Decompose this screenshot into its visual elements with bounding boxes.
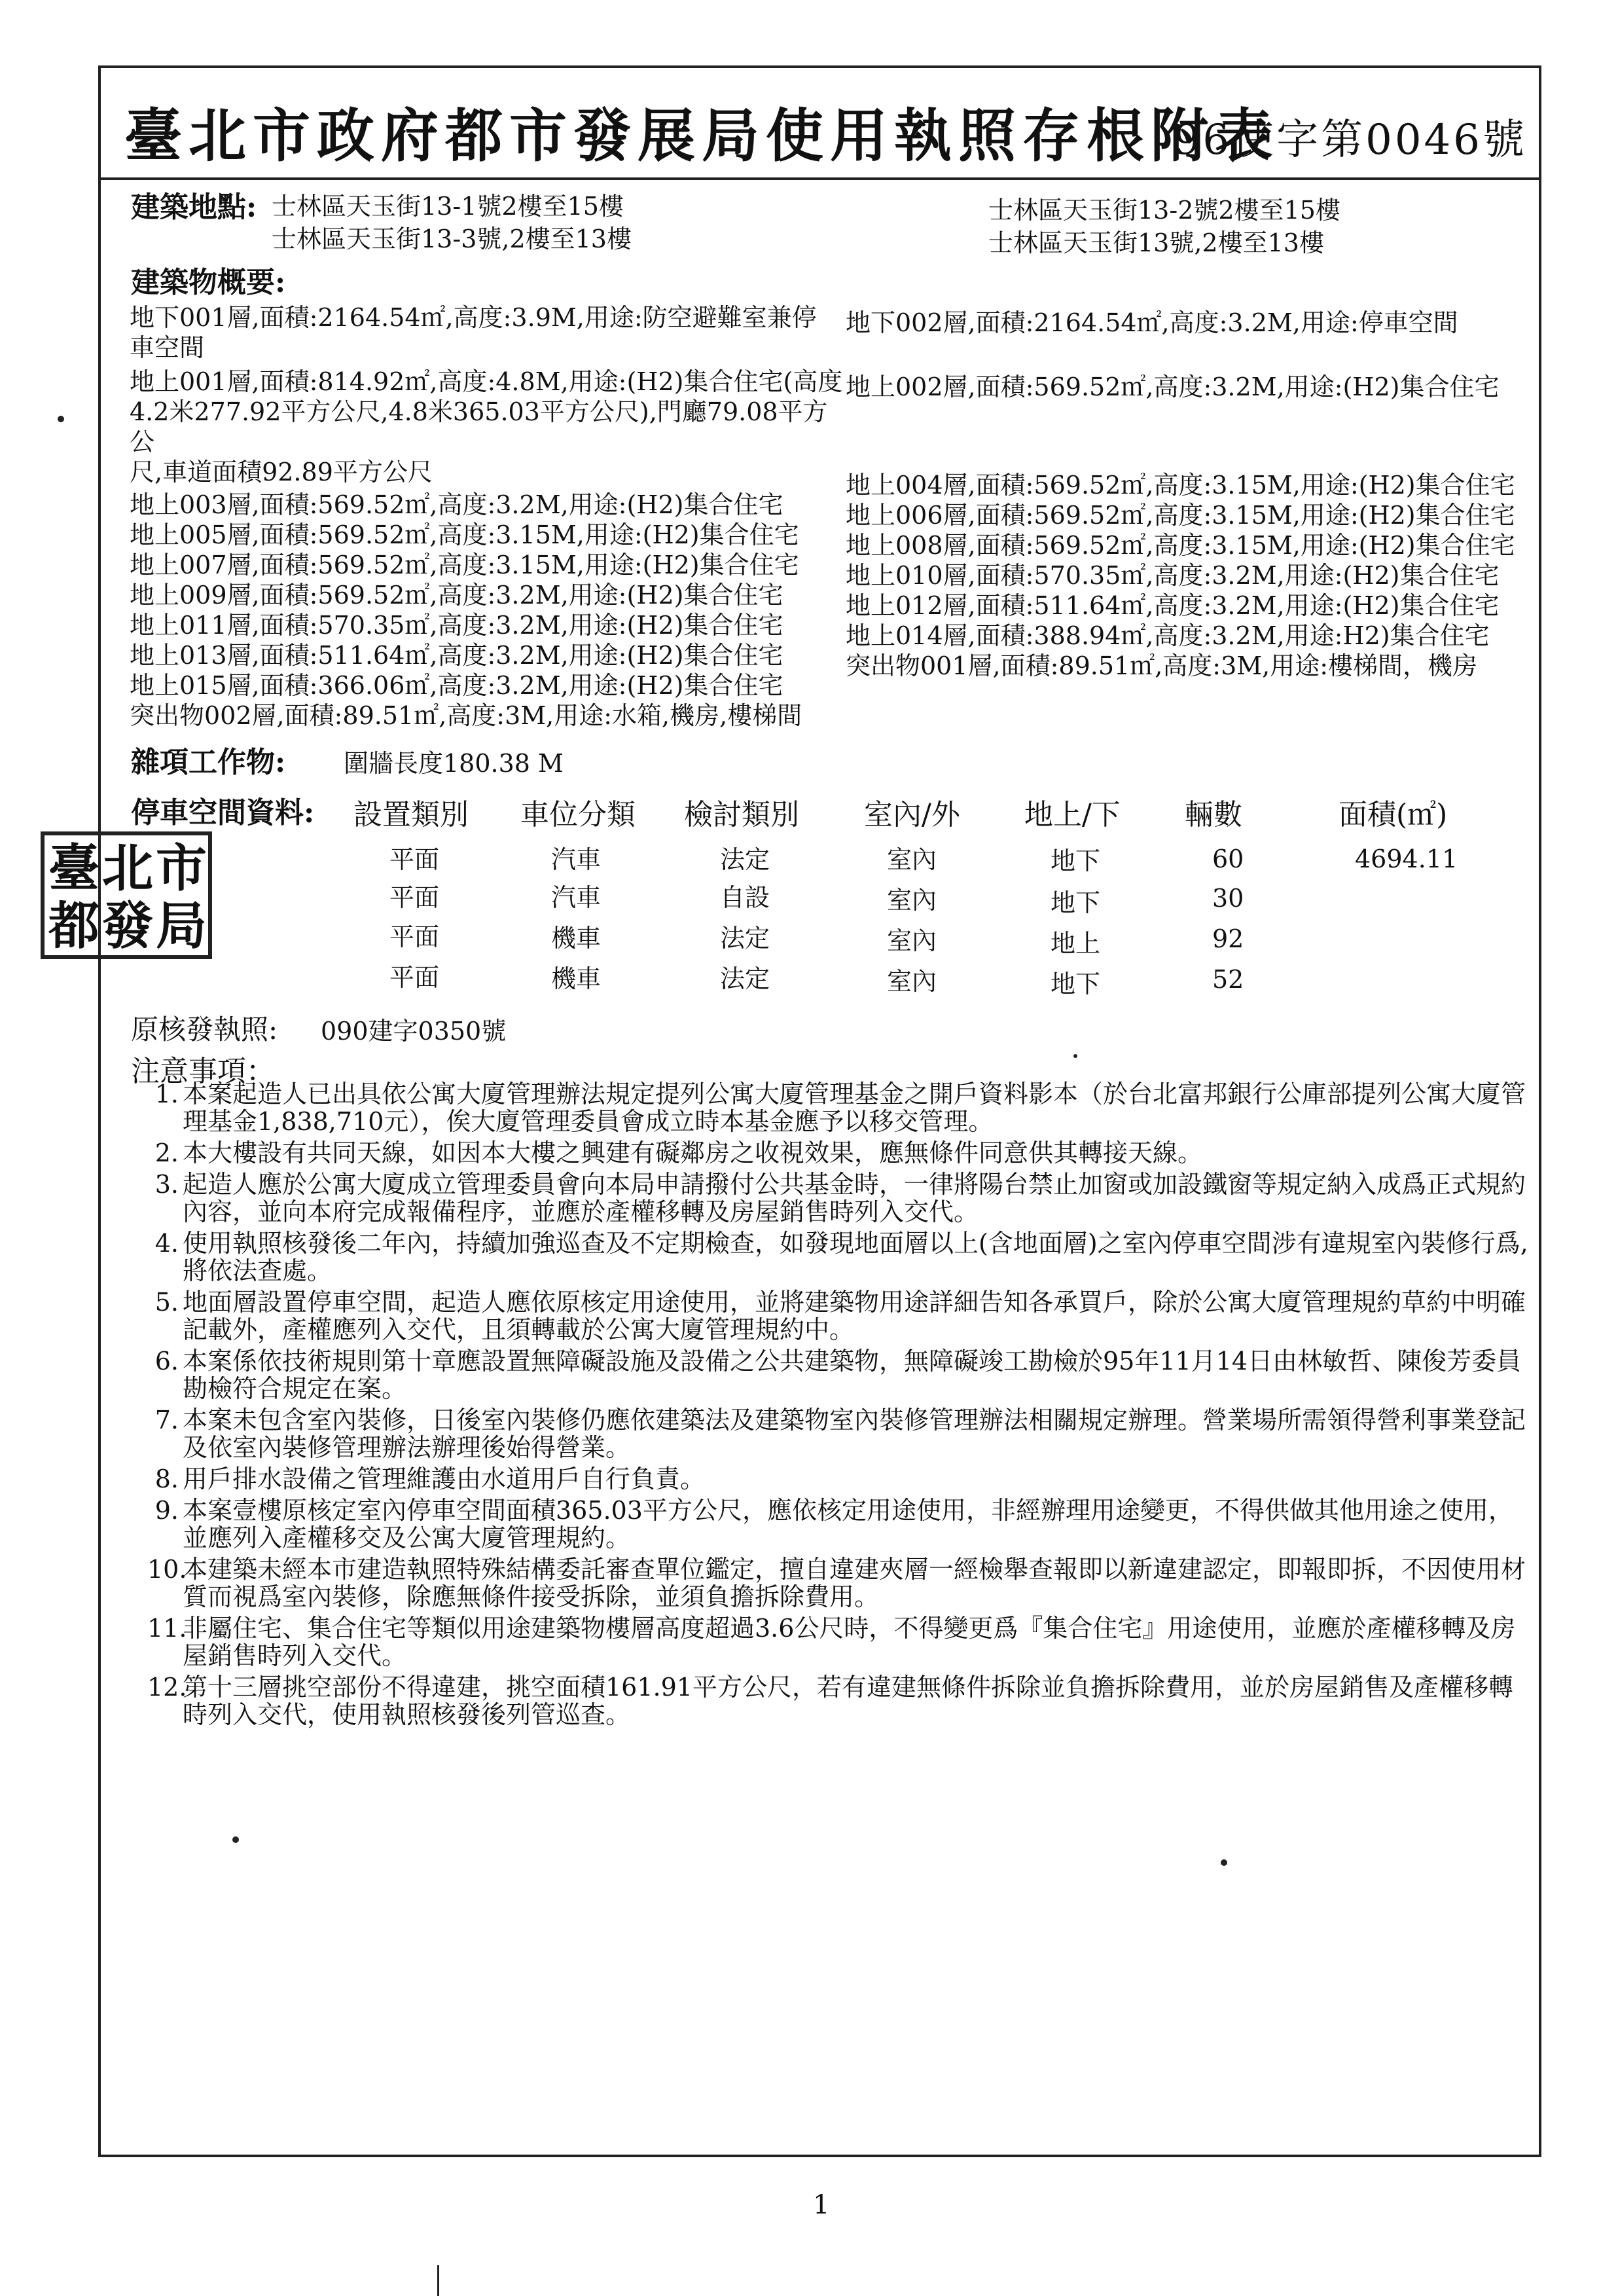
parking-cell: 汽車 <box>551 883 602 912</box>
parking-cell: 地上 <box>1051 929 1101 958</box>
note-item: 1. 本案起造人已出具依公寓大廈管理辦法規定提列公寓大廈管理基金之開戶資料影本（於台北富邦銀行公庫部提列公寓大廈管理基金1,838,710元），俟大廈管理委員會成立時本基金應予以移交管理。 <box>147 1080 1535 1135</box>
overview-line: 地下001層,面積:2164.54㎡,高度:3.9M,用途:防空避難室兼停 <box>130 303 817 332</box>
misc-value: 圍牆長度180.38 M <box>344 749 564 778</box>
parking-header: 檢討類別 <box>684 798 799 831</box>
parking-cell: 室內 <box>887 886 937 915</box>
note-item: 6. 本案係依技術規則第十章應設置無障礙設施及設備之公共建築物，無障礙竣工勘檢於95年11月14日由林敏哲、陳俊芳委員勘檢符合規定在案。 <box>147 1347 1535 1402</box>
overview-line: 車空間 <box>130 333 205 362</box>
parking-cell: 機車 <box>551 924 602 953</box>
parking-cell: 法定 <box>720 845 770 874</box>
parking-cell: 92 <box>1212 924 1244 953</box>
page-title: 臺北市政府都市發展局使用執照存根附表 <box>124 101 1280 170</box>
note-item: 12. 第十三層挑空部份不得違建，挑空面積161.91平方公尺，若有違建無條件拆除並負擔拆除費用，並於房屋銷售及產權移轉時列入交代，使用執照核發後列管巡查。 <box>147 1673 1535 1728</box>
overview-right-line: 地上010層,面積:570.35㎡,高度:3.2M,用途:(H2)集合住宅 <box>846 561 1500 590</box>
parking-header: 輛數 <box>1185 798 1242 831</box>
parking-header: 室內/外 <box>864 798 960 831</box>
parking-cell: 地下 <box>1051 847 1101 875</box>
overview-right-line: 地上008層,面積:569.52㎡,高度:3.15M,用途:(H2)集合住宅 <box>846 531 1515 560</box>
overview-right-line: 地下002層,面積:2164.54㎡,高度:3.2M,用途:停車空間 <box>846 308 1458 337</box>
overview-right-line: 地上002層,面積:569.52㎡,高度:3.2M,用途:(H2)集合住宅 <box>846 373 1500 401</box>
notes-list <box>147 1080 1535 1732</box>
overview-right-line: 地上012層,面積:511.64㎡,高度:3.2M,用途:(H2)集合住宅 <box>846 591 1500 620</box>
parking-cell: 平面 <box>389 845 440 874</box>
overview-line: 尺,車道面積92.89平方公尺 <box>130 458 433 486</box>
note-text: 本案未包含室內裝修，日後室內裝修仍應依建築法及建築物室內裝修管理辦法相關規定辦理。營業場所需領得營利事業登記及依室內裝修管理辦法辦理後始得營業。 <box>183 1406 1526 1462</box>
note-text: 本案起造人已出具依公寓大廈管理辦法規定提列公寓大廈管理基金之開戶資料影本（於台北富邦銀行公庫部提列公寓大廈管理基金1,838,710元），俟大廈管理委員會成立時本基金應予以移交管理。 <box>183 1080 1526 1136</box>
parking-cell: 平面 <box>389 963 440 992</box>
parking-cell: 平面 <box>389 883 440 912</box>
parking-cell: 平面 <box>389 922 440 951</box>
scan-speck <box>232 1836 239 1843</box>
overview-line: 地上013層,面積:511.64㎡,高度:3.2M,用途:(H2)集合住宅 <box>130 641 783 670</box>
note-text: 本案壹樓原核定室內停車空間面積365.03平方公尺，應依核定用途使用，非經辦理用途變更，不得供做其他用途之使用，並應列入產權移交及公寓大廈管理規約。 <box>183 1496 1513 1552</box>
overview-right-line: 地上014層,面積:388.94㎡,高度:3.2M,用途:H2)集合住宅 <box>846 621 1490 650</box>
overview-label: 建築物概要: <box>131 266 286 299</box>
overview-line: 地上011層,面積:570.35㎡,高度:3.2M,用途:(H2)集合住宅 <box>130 611 783 640</box>
overview-line: 地上001層,面積:814.92㎡,高度:4.8M,用途:(H2)集合住宅(高度 <box>130 367 843 396</box>
site-address-1: 士林區天玉街13-1號2樓至15樓 <box>272 192 624 221</box>
parking-cell: 室內 <box>887 845 937 874</box>
overview-line: 地上009層,面積:569.52㎡,高度:3.2M,用途:(H2)集合住宅 <box>130 581 783 610</box>
permit-number: 96使字第0046號 <box>1173 116 1527 164</box>
parking-cell: 室內 <box>887 967 937 996</box>
site-address-4: 士林區天玉街13號,2樓至13樓 <box>988 228 1324 257</box>
note-text: 本大樓設有共同天線，如因本大樓之興建有礙鄰房之收視效果，應無條件同意供其轉接天線。 <box>183 1139 1203 1167</box>
note-item: 8. 用戶排水設備之管理維護由水道用戶自行負責。 <box>147 1465 1535 1493</box>
parking-cell: 法定 <box>720 924 770 953</box>
scan-mark <box>437 2265 439 2296</box>
overview-right-line: 突出物001層,面積:89.51㎡,高度:3M,用途:樓梯間，機房 <box>846 651 1478 680</box>
parking-header: 面積(㎡) <box>1339 798 1448 831</box>
notes-label: 注意事項： <box>131 1055 275 1088</box>
original-permit-label: 原核發執照: <box>131 1013 278 1046</box>
overview-line: 突出物002層,面積:89.51㎡,高度:3M,用途:水箱,機房,樓梯間 <box>130 701 802 730</box>
note-text: 地面層設置停車空間，起造人應依原核定用途使用，並將建築物用途詳細告知各承買戶，除於公寓大廈管理規約草約中明確記載外，產權應列入交代，且須轉載於公寓大廈管理規約中。 <box>183 1288 1526 1344</box>
parking-cell: 30 <box>1212 884 1244 913</box>
note-text: 使用執照核發後二年內，持續加強巡查及不定期檢查，如發現地面層以上(含地面層)之室內停車空間涉有違規室內裝修行爲,將依法查處。 <box>183 1229 1528 1285</box>
note-text: 本建築未經本市建造執照特殊結構委託審查單位鑑定，擅自違建夾層一經檢舉查報即以新違建認定，即報即拆，不因使用材質而視爲室內裝修，除應無條件接受拆除，並須負擔拆除費用。 <box>183 1555 1526 1611</box>
parking-cell: 自設 <box>720 883 770 912</box>
title-row <box>98 65 1541 180</box>
note-item: 4. 使用執照核發後二年內，持續加強巡查及不定期檢查，如發現地面層以上(含地面層)之室內停車空間涉有違規室內裝修行爲,將依法查處。 <box>147 1230 1535 1285</box>
parking-cell: 法定 <box>720 964 770 993</box>
parking-header: 地上/下 <box>1024 798 1121 831</box>
overview-left-column <box>130 302 850 731</box>
parking-cell: 60 <box>1212 845 1244 873</box>
note-text: 第十三層挑空部份不得違建，挑空面積161.91平方公尺，若有違建無條件拆除並負擔拆除費用，並於房屋銷售及產權移轉時列入交代，使用執照核發後列管巡查。 <box>183 1673 1513 1729</box>
misc-label: 雜項工作物: <box>131 746 286 779</box>
parking-label: 停車空間資料: <box>131 796 315 829</box>
parking-cell: 機車 <box>551 964 602 993</box>
parking-cell: 地下 <box>1051 970 1101 998</box>
overview-line: 4.2米277.92平方公尺,4.8米365.03平方公尺),門廳79.08平方公 <box>130 397 828 456</box>
note-item: 9. 本案壹樓原核定室內停車空間面積365.03平方公尺，應依核定用途使用，非經辦理用途變更，不得供做其他用途之使用，並應列入產權移交及公寓大廈管理規約。 <box>147 1497 1535 1552</box>
note-text: 起造人應於公寓大廈成立管理委員會向本局申請撥付公共基金時，一律將陽台禁止加窗或加設鐵窗等規定納入成爲正式規約內容，並向本府完成報備程序，並應於產權移轉及房屋銷售時列入交代。 <box>183 1170 1526 1226</box>
original-permit-value: 090建字0350號 <box>321 1017 507 1046</box>
scan-speck <box>1221 1859 1227 1866</box>
note-item: 3. 起造人應於公寓大廈成立管理委員會向本局申請撥付公共基金時，一律將陽台禁止加窗或加設鐵窗等規定納入成爲正式規約內容，並向本府完成報備程序，並應於產權移轉及房屋銷售時列入交代。 <box>147 1171 1535 1226</box>
parking-cell: 汽車 <box>551 845 602 874</box>
parking-cell: 地下 <box>1051 888 1101 917</box>
note-item: 7. 本案未包含室內裝修，日後室內裝修仍應依建築法及建築物室內裝修管理辦法相關規定辦理。營業場所需領得營利事業登記及依室內裝修管理辦法辦理後始得營業。 <box>147 1406 1535 1461</box>
note-text: 用戶排水設備之管理維護由水道用戶自行負責。 <box>183 1465 706 1493</box>
parking-cell: 52 <box>1212 965 1244 994</box>
scan-speck <box>58 416 64 422</box>
note-text: 非屬住宅、集合住宅等類似用途建築物樓層高度超過3.6公尺時，不得變更爲『集合住宅』用途使用，並應於產權移轉及房屋銷售時列入交代。 <box>183 1614 1516 1670</box>
note-item: 11. 非屬住宅、集合住宅等類似用途建築物樓層高度超過3.6公尺時，不得變更爲『集合住宅』用途使用，並應於產權移轉及房屋銷售時列入交代。 <box>147 1614 1535 1669</box>
note-text: 本案係依技術規則第十章應設置無障礙設施及設備之公共建築物，無障礙竣工勘檢於95年11月14日由林敏哲、陳俊芳委員勘檢符合規定在案。 <box>183 1347 1522 1403</box>
site-label: 建築地點: <box>131 191 257 224</box>
overview-line: 地上015層,面積:366.06㎡,高度:3.2M,用途:(H2)集合住宅 <box>130 671 783 700</box>
overview-right-line: 地上006層,面積:569.52㎡,高度:3.15M,用途:(H2)集合住宅 <box>846 501 1515 530</box>
overview-right-line: 地上004層,面積:569.52㎡,高度:3.15M,用途:(H2)集合住宅 <box>846 471 1515 500</box>
scan-speck <box>1073 1054 1077 1058</box>
parking-cell: 4694.11 <box>1355 845 1458 873</box>
page-number: 1 <box>813 2190 830 2220</box>
overview-line: 地上003層,面積:569.52㎡,高度:3.2M,用途:(H2)集合住宅 <box>130 490 783 519</box>
note-item: 5. 地面層設置停車空間，起造人應依原核定用途使用，並將建築物用途詳細告知各承買戶，除於公寓大廈管理規約草約中明確記載外，產權應列入交代，且須轉載於公寓大廈管理規約中。 <box>147 1288 1535 1343</box>
overview-line: 地上007層,面積:569.52㎡,高度:3.15M,用途:(H2)集合住宅 <box>130 551 799 579</box>
official-seal: 臺 北 市 都 發 局 <box>41 831 212 959</box>
site-address-3: 士林區天玉街13-3號,2樓至13樓 <box>272 225 632 253</box>
note-item: 2. 本大樓設有共同天線，如因本大樓之興建有礙鄰房之收視效果，應無條件同意供其轉接天線。 <box>147 1139 1535 1167</box>
parking-cell: 室內 <box>887 926 937 955</box>
parking-header: 設置類別 <box>353 798 469 831</box>
parking-header: 車位分類 <box>520 798 636 831</box>
overview-line: 地上005層,面積:569.52㎡,高度:3.15M,用途:(H2)集合住宅 <box>130 520 799 549</box>
site-address-2: 士林區天玉街13-2號2樓至15樓 <box>988 196 1340 225</box>
note-item: 10. 本建築未經本市建造執照特殊結構委託審查單位鑑定，擅自違建夾層一經檢舉查報即以新違建認定，即報即拆，不因使用材質而視爲室內裝修，除應無條件接受拆除，並須負擔拆除費用。 <box>147 1556 1535 1611</box>
